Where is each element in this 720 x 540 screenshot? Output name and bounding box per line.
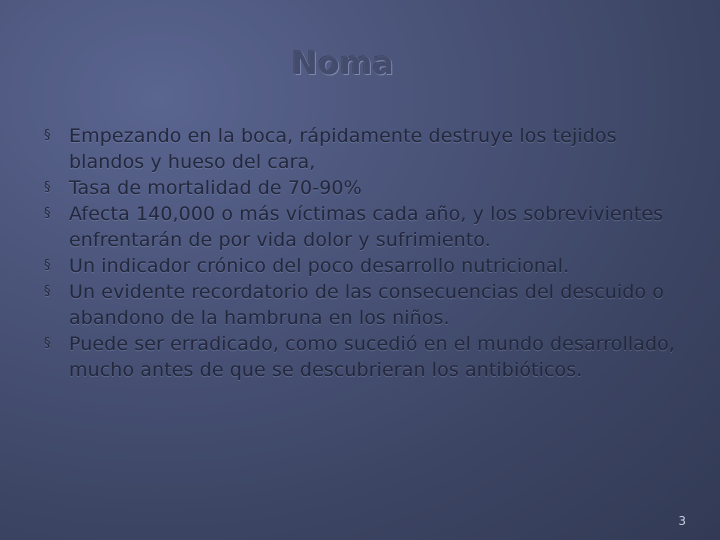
- slide-title: Noma: [291, 46, 395, 82]
- bullet-marker-icon: §: [44, 206, 51, 221]
- bullet-marker-icon: §: [44, 180, 51, 195]
- page-number: 3: [678, 514, 686, 528]
- bullet-text: Un indicador crónico del poco desarrollo nutricional.: [69, 255, 570, 277]
- bullet-text: Puede ser erradicado, como sucedió en el mundo desarrollado, mucho antes de que se descubrieran los antibióticos.: [69, 333, 676, 381]
- bullet-text: Afecta 140,000 o más víctimas cada año, y los sobrevivientes enfrentarán de por vida dolor y sufrimiento.: [69, 203, 664, 251]
- bullet-marker-icon: §: [44, 258, 51, 273]
- bullet-item: [44, 175, 694, 201]
- bullet-list: [44, 123, 694, 383]
- bullet-text: Un evidente recordatorio de las consecuencias del descuido o abandono de la hambruna en los niños.: [69, 281, 665, 329]
- bullet-text: Empezando en la boca, rápidamente destruye los tejidos blandos y hueso del cara,: [69, 125, 617, 173]
- bullet-item: [44, 201, 694, 253]
- bullet-item: [44, 331, 694, 383]
- bullet-item: [44, 253, 694, 279]
- bullet-marker-icon: §: [44, 128, 51, 143]
- bullet-marker-icon: §: [44, 336, 51, 351]
- bullet-item: [44, 123, 694, 175]
- bullet-text: Tasa de mortalidad de 70-90%: [69, 177, 362, 199]
- bullet-marker-icon: §: [44, 284, 51, 299]
- bullet-item: [44, 279, 694, 331]
